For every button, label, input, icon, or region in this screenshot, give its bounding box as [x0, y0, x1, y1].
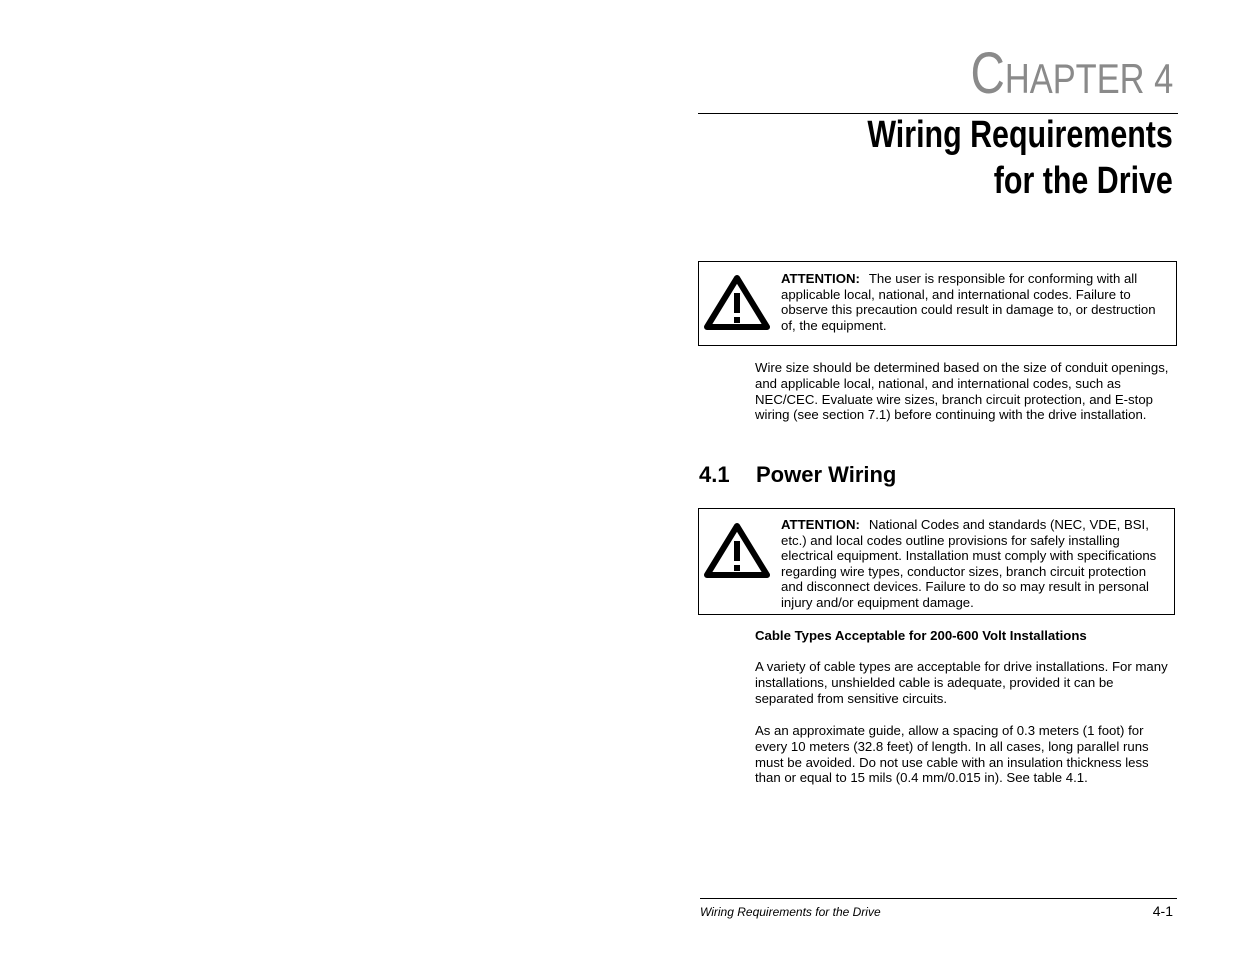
attention-box-2 — [698, 508, 1175, 615]
section-number: 4.1 — [699, 462, 730, 487]
attention-text-1 — [781, 271, 1166, 333]
intro-paragraph: Wire size should be determined based on the size of conduit openings, and applicable local, national, and international codes, such as NEC/CEC. Evaluate wire sizes, branch circuit protection, and E-stop wiring (see section 7.1) before continuing with the drive installation. — [755, 360, 1169, 423]
footer-title: Wiring Requirements for the Drive — [700, 905, 881, 919]
spacing-guide-paragraph: As an approximate guide, allow a spacing of 0.3 meters (1 foot) for every 10 meters (32.8 feet) of length. In all cases, long parallel runs must be avoided. Do not use cable with an insulation thickness less than or equal to 15 mils (0.4 mm/0.015 in). See table 4.1. — [755, 723, 1149, 786]
chapter-label — [970, 41, 1173, 109]
attention-message: National Codes and standards (NEC, VDE, BSI, etc.) and local codes outline provisions for safely installing electrical equipment. Installation must comply with specifications regarding wire types, conductor sizes, branch circuit protection and disconnect devices. Failure to do so may result in personal injury and/or equipment damage. — [781, 517, 1157, 610]
attention-box-1 — [698, 261, 1177, 346]
section-heading — [699, 462, 896, 488]
chapter-title-line-1: Wiring Requirements — [867, 114, 1173, 156]
page-number: 4-1 — [1152, 903, 1173, 919]
attention-label: ATTENTION: — [781, 271, 860, 286]
warning-triangle-icon — [704, 274, 770, 332]
section-title: Power Wiring — [756, 462, 897, 487]
cable-types-subheading: Cable Types Acceptable for 200-600 Volt Installations — [755, 628, 1087, 643]
warning-triangle-icon — [704, 522, 770, 580]
chapter-title-line-2: for the Drive — [993, 160, 1173, 202]
attention-text-2 — [781, 517, 1164, 611]
cable-types-paragraph: A variety of cable types are acceptable for drive installations. For many installations, unshielded cable is adequate, provided it can be separated from sensitive circuits. — [755, 659, 1168, 706]
footer-divider — [700, 898, 1177, 899]
attention-message: The user is responsible for conforming with all applicable local, national, and international codes. Failure to observe this precaution could result in damage to, or destruction of, the equipment. — [781, 271, 1156, 333]
chapter-title — [868, 112, 1173, 204]
chapter-label-initial: C — [970, 41, 1005, 106]
attention-label: ATTENTION: — [781, 517, 860, 532]
chapter-label-rest: HAPTER 4 — [1004, 55, 1173, 102]
